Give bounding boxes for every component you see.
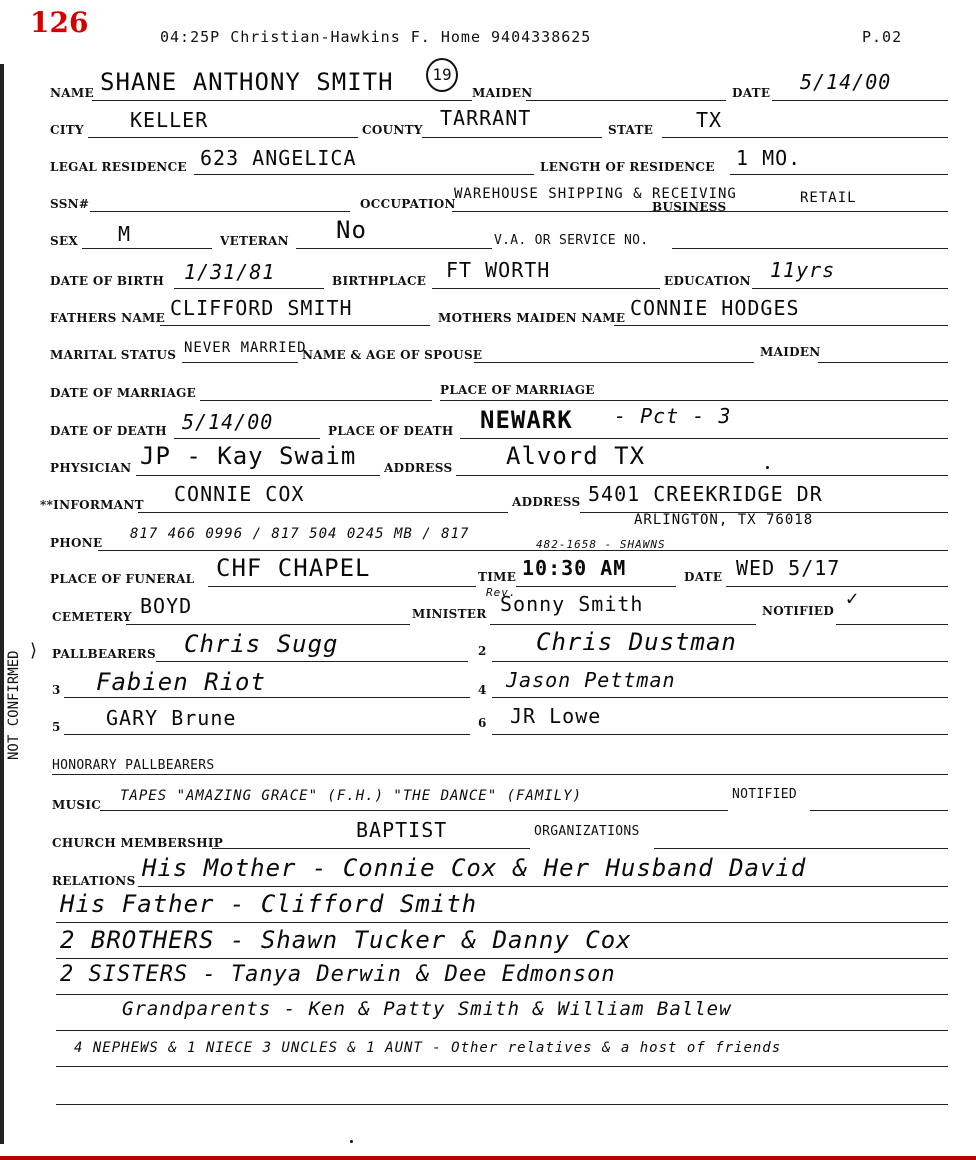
value-county: TARRANT (440, 106, 532, 130)
label-veteran: VETERAN (220, 234, 289, 248)
label-pallbearer-5: 5 (52, 720, 61, 734)
value-informant-city: ARLINGTON, TX 76018 (634, 512, 814, 528)
label-maiden-2: MAIDEN (760, 345, 821, 359)
label-place-of-marriage: PLACE OF MARRIAGE (440, 383, 595, 397)
label-music: MUSIC (52, 798, 102, 812)
label-notified: NOTIFIED (762, 604, 835, 618)
value-name: SHANE ANTHONY SMITH (100, 68, 394, 96)
value-pallbearer-5: GARY Brune (106, 706, 237, 730)
label-date-of-birth: DATE OF BIRTH (50, 274, 165, 288)
label-place-of-death: PLACE OF DEATH (328, 424, 454, 438)
value-informant-address: 5401 CREEKRIDGE DR (588, 482, 823, 506)
value-marital-status: NEVER MARRIED (184, 340, 307, 356)
value-education: 11yrs (770, 258, 836, 282)
label-physician: PHYSICIAN (50, 461, 132, 475)
value-sex: M (118, 222, 132, 246)
label-legal-residence: LEGAL RESIDENCE (50, 160, 187, 174)
label-name-age-spouse: NAME & AGE OF SPOUSE (302, 348, 483, 362)
value-minister-prefix: Rev. (486, 586, 517, 599)
value-phone-extra: 482-1658 - SHAWNS (536, 538, 666, 551)
value-place-of-death: NEWARK (480, 406, 573, 434)
relations-line-4: 2 SISTERS - Tanya Derwin & Dee Edmonson (60, 962, 616, 987)
label-mothers-maiden-name: MOTHERS MAIDEN NAME (438, 311, 626, 325)
label-length-of-residence: LENGTH OF RESIDENCE (540, 160, 715, 174)
value-place-of-funeral: CHF CHAPEL (216, 554, 371, 582)
value-birthplace: FT WORTH (446, 258, 551, 282)
value-pallbearer-4: Jason Pettman (506, 668, 676, 692)
label-minister: MINISTER (412, 607, 487, 621)
relations-line-2: His Father - Clifford Smith (60, 890, 478, 918)
label-date-of-marriage: DATE OF MARRIAGE (50, 386, 197, 400)
value-pallbearer-3: Fabien Riot (96, 668, 266, 696)
label-pallbearers: PALLBEARERS (52, 647, 156, 661)
ink-dot (766, 466, 769, 469)
label-va-service-no: V.A. OR SERVICE NO. (494, 233, 649, 248)
relations-line-5: Grandparents - Ken & Patty Smith & William Ballew (122, 998, 732, 1020)
value-mothers-maiden-name: CONNIE HODGES (630, 296, 800, 320)
label-fathers-name: FATHERS NAME (50, 311, 166, 325)
label-time: TIME (478, 570, 517, 584)
page-number: 126 (30, 6, 89, 39)
value-veteran: No (336, 216, 367, 244)
relations-line-1: His Mother - Connie Cox & Her Husband David (142, 854, 807, 882)
label-maiden: MAIDEN (472, 86, 533, 100)
value-phone: 817 466 0996 / 817 504 0245 MB / 817 (130, 526, 470, 542)
value-time: 10:30 AM (522, 556, 627, 580)
label-relations: RELATIONS (52, 874, 136, 888)
label-pallbearer-3: 3 (52, 683, 61, 697)
value-minister: Sonny Smith (500, 592, 644, 616)
label-pallbearer-6: 6 (478, 716, 487, 730)
value-place-of-death-note: - Pct - 3 (614, 404, 732, 428)
left-border (0, 64, 4, 1144)
label-pallbearer-4: 4 (478, 683, 487, 697)
label-occupation: OCCUPATION (360, 197, 456, 211)
label-ssn: SSN# (50, 197, 90, 211)
value-physician: JP - Kay Swaim (140, 442, 357, 470)
label-education: EDUCATION (664, 274, 751, 288)
ink-dot-2 (350, 1140, 353, 1143)
value-physician-address: Alvord TX (506, 442, 646, 470)
label-place-of-funeral: PLACE OF FUNERAL (50, 572, 195, 586)
value-informant: CONNIE COX (174, 482, 305, 506)
value-music: TAPES "AMAZING GRACE" (F.H.) "THE DANCE" (FAMILY) (120, 788, 583, 804)
value-date-of-death: 5/14/00 (182, 410, 274, 434)
value-occupation: WAREHOUSE SHIPPING & RECEIVING (454, 186, 737, 202)
label-phone: PHONE (50, 536, 103, 550)
bottom-red-rule (0, 1156, 976, 1160)
label-date-of-death: DATE OF DEATH (50, 424, 167, 438)
label-birthplace: BIRTHPLACE (332, 274, 427, 288)
label-sex: SEX (50, 234, 79, 248)
label-date-2: DATE (684, 570, 723, 584)
value-state: TX (696, 108, 723, 132)
value-pallbearer-2: Chris Dustman (536, 628, 737, 656)
label-organizations: ORGANIZATIONS (534, 824, 640, 839)
fax-header: 04:25P Christian-Hawkins F. Home 9404338625 (160, 28, 592, 46)
label-church-membership: CHURCH MEMBERSHIP (52, 836, 224, 850)
value-business: RETAIL (800, 190, 857, 206)
label-pallbearer-2: 2 (478, 644, 487, 658)
value-length-of-residence: 1 MO. (736, 146, 802, 170)
value-funeral-date: WED 5/17 (736, 556, 841, 580)
value-city: KELLER (130, 108, 209, 132)
label-date: DATE (732, 86, 771, 100)
arrow-icon: ⟩ (30, 640, 38, 661)
label-county: COUNTY (362, 123, 423, 137)
label-honorary-pallbearers: HONORARY PALLBEARERS (52, 758, 215, 773)
notified-check-icon: ✓ (846, 586, 860, 610)
label-notified-2: NOTIFIED (732, 787, 798, 802)
label-business: BUSINESS (652, 200, 727, 214)
label-address-2: ADDRESS (512, 495, 581, 509)
value-church-membership: BAPTIST (356, 818, 448, 842)
fax-page-number: P.02 (862, 28, 903, 46)
value-pallbearer-6: JR Lowe (510, 704, 602, 728)
label-cemetery: CEMETERY (52, 610, 132, 624)
value-fathers-name: CLIFFORD SMITH (170, 296, 353, 320)
age-circle: 19 (426, 58, 458, 92)
label-address: ADDRESS (384, 461, 453, 475)
relations-line-3: 2 BROTHERS - Shawn Tucker & Danny Cox (60, 926, 632, 954)
value-cemetery: BOYD (140, 594, 193, 618)
value-legal-residence: 623 ANGELICA (200, 146, 357, 170)
value-pallbearer-1: Chris Sugg (184, 630, 339, 658)
relations-line-6: 4 NEPHEWS & 1 NIECE 3 UNCLES & 1 AUNT - Other relatives & a host of friends (74, 1040, 782, 1056)
label-state: STATE (608, 123, 654, 137)
side-note: NOT CONFIRMED (6, 650, 22, 760)
label-name: NAME (50, 86, 94, 100)
value-date: 5/14/00 (800, 70, 892, 94)
label-city: CITY (50, 123, 84, 137)
label-marital-status: MARITAL STATUS (50, 348, 177, 362)
label-informant: **INFORMANT (40, 498, 144, 512)
value-date-of-birth: 1/31/81 (184, 260, 276, 284)
